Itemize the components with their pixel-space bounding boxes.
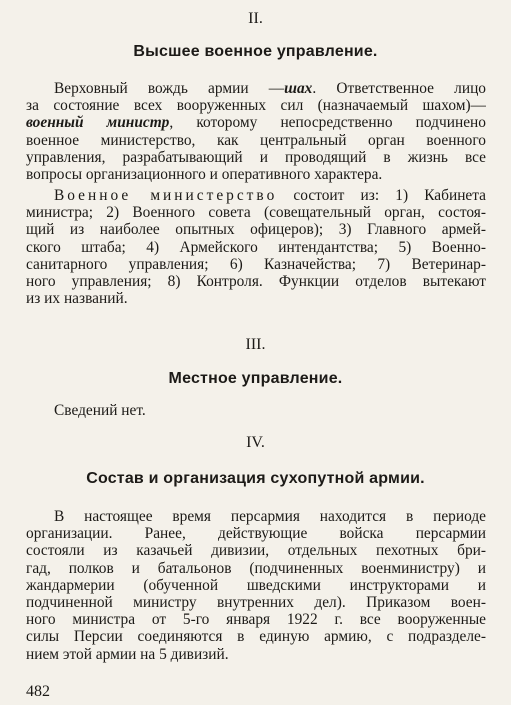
text-run: организации. Ранее, действующие войска персармии <box>26 525 486 543</box>
text-line <box>26 560 486 577</box>
text-line <box>26 594 486 611</box>
text-line <box>26 132 486 149</box>
text-run: Сведений нет. <box>54 402 146 419</box>
paragraph-local-command <box>54 402 511 419</box>
section-heading-iv: Состав и организация сухопутной армии. <box>86 470 425 487</box>
text-line <box>26 256 486 273</box>
text-run: ного министра от 5-го января 1922 г. все вооруженные <box>26 611 486 629</box>
text-line <box>26 97 486 114</box>
text-line <box>26 204 486 221</box>
text-line <box>26 149 486 166</box>
text-run: министра; 2) Военного совета (совещательный орган, состоя- <box>26 204 486 222</box>
text-line <box>26 525 486 542</box>
text-run: , которому непосредственно подчинено <box>169 114 486 132</box>
text-run: . Ответственное лицо <box>312 80 486 97</box>
text-line <box>26 577 486 594</box>
text-line <box>26 80 486 97</box>
text-line <box>54 402 511 419</box>
text-line <box>26 628 486 645</box>
text-line <box>26 187 486 204</box>
emphasized-term: военный министр <box>26 114 170 132</box>
text-run: Верховный вождь армии — <box>54 80 285 97</box>
text-line <box>26 646 486 663</box>
text-run: военное министерство, как центральный орган военного <box>26 131 486 149</box>
paragraph-army-composition <box>26 508 486 663</box>
section-numeral-iv: IV. <box>246 434 265 451</box>
text-run: щий из наиболее опытных офицеров); 3) Главного армей- <box>26 221 486 239</box>
text-line <box>26 508 486 525</box>
text-run: гад, полков и батальонов (подчиненных военминистру) и <box>26 559 486 577</box>
text-run: силы Персии соединяются в единую армию, с подразделе- <box>26 628 486 646</box>
text-run: управления, разрабатывающий и проводящий в жизнь все <box>26 148 486 166</box>
paragraph-war-ministry <box>26 187 486 307</box>
text-run: ского штаба; 4) Армейского интендантства; 5) Военно- <box>26 238 486 256</box>
text-run: из их названий. <box>26 290 128 308</box>
text-line <box>26 239 486 256</box>
text-run: нием этой армии на 5 дивизий. <box>26 645 229 663</box>
text-run: состояли из казачьей дивизии, отдельных пехотных бри- <box>26 542 486 560</box>
section-numeral-ii: II. <box>248 10 263 27</box>
text-run: жандармерии (обученной шведскими инструкторами и <box>26 576 486 594</box>
text-line <box>26 611 486 628</box>
emphasized-term: шах <box>284 80 313 97</box>
spaced-term: Военное министерство <box>54 187 278 204</box>
text-line <box>26 114 486 131</box>
paragraph-supreme-command <box>26 80 486 183</box>
text-run: за состояние всех вооруженных сил (назначаемый шахом)— <box>26 97 486 115</box>
text-run: состоит из: 1) Кабинета <box>277 187 486 204</box>
text-line <box>26 166 486 183</box>
text-line <box>26 542 486 559</box>
text-run: В настоящее время персармия находится в периоде <box>54 508 486 525</box>
text-run: подчиненной министру внутренних дел). Приказом воен- <box>26 594 486 612</box>
text-run: санитарного управления; 6) Казначейства; 7) Ветеринар- <box>26 255 486 273</box>
text-run: вопросы организационного и оперативного характера. <box>26 166 383 184</box>
section-heading-iii: Местное управление. <box>168 370 343 387</box>
text-line <box>26 273 486 290</box>
text-run: ного управления; 8) Контроля. Функции отделов вытекают <box>26 273 486 291</box>
section-heading-ii: Высшее военное управление. <box>133 43 378 60</box>
section-numeral-iii: III. <box>245 336 266 353</box>
text-line <box>26 221 486 238</box>
page-number: 482 <box>26 683 50 700</box>
text-line <box>26 290 486 307</box>
